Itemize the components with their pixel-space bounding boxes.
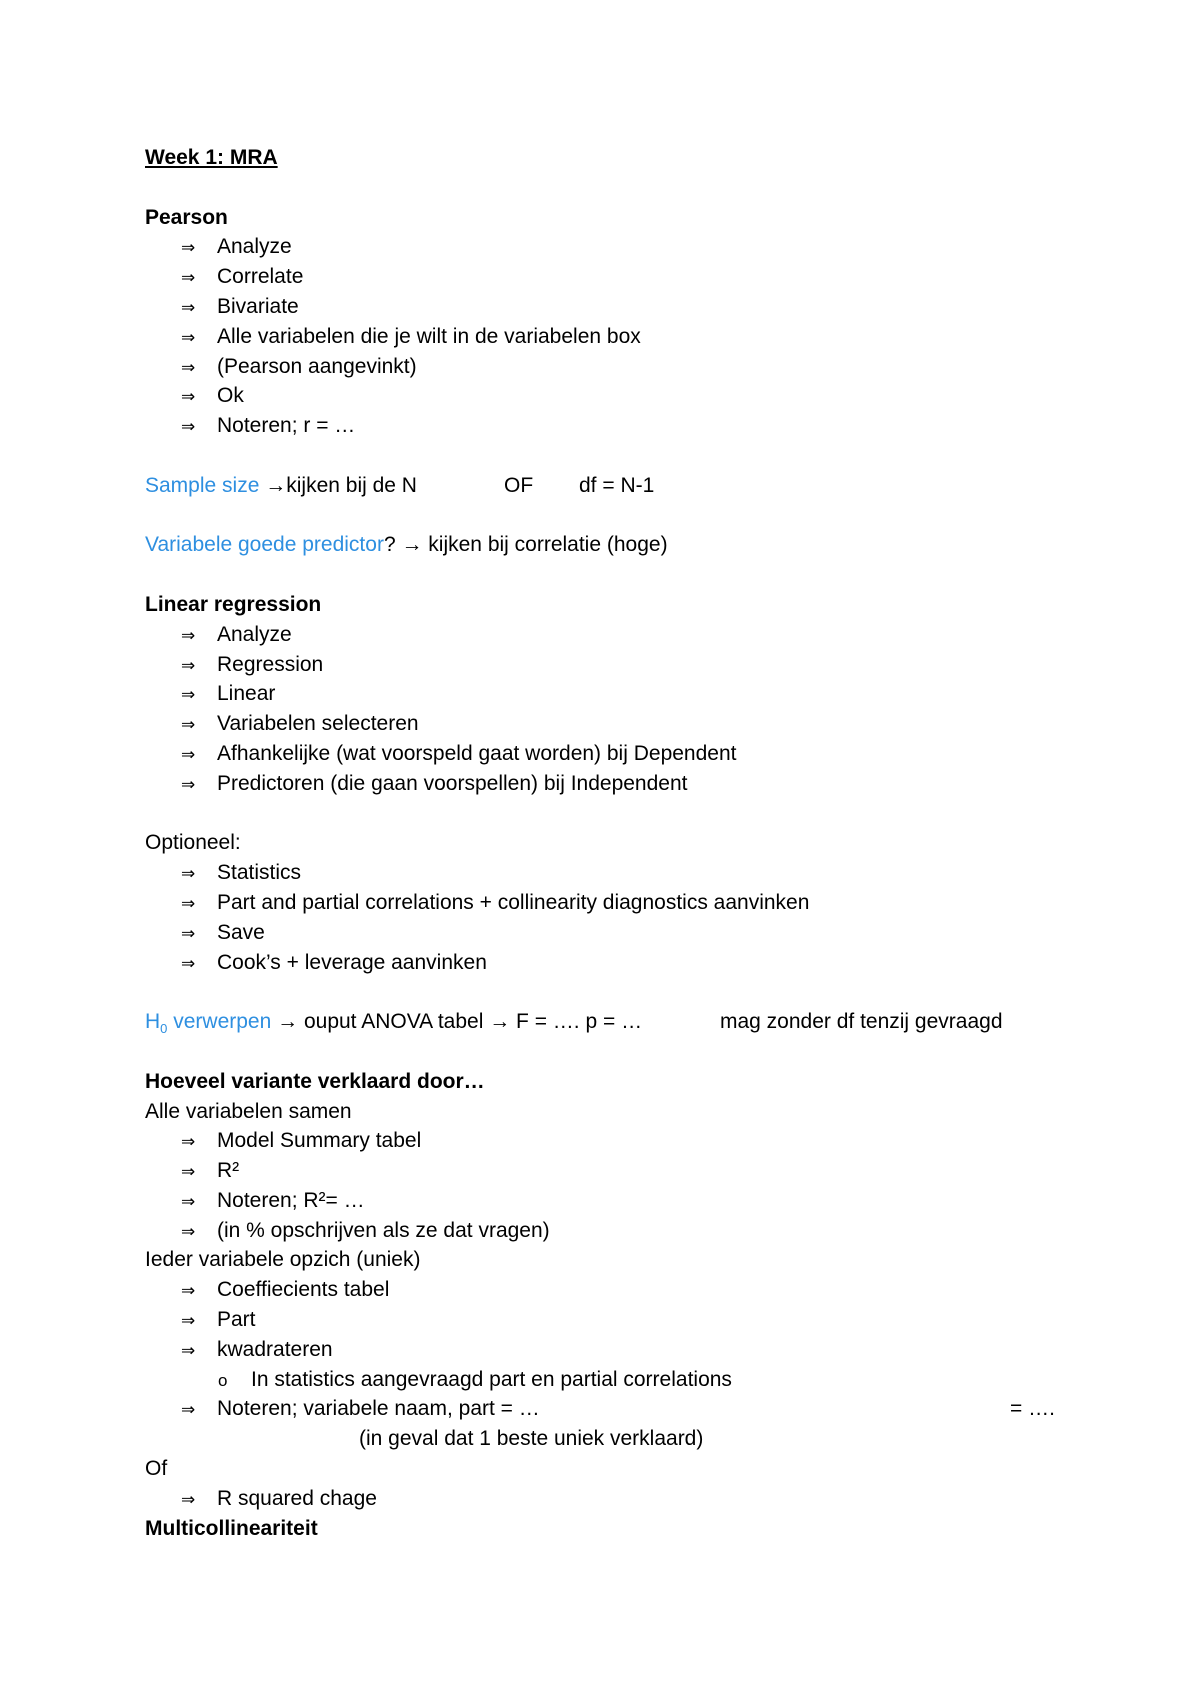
list-item bbox=[145, 411, 1145, 441]
circle-bullet-icon: o bbox=[218, 1370, 228, 1390]
double-arrow-icon: ⇒ bbox=[181, 1311, 196, 1331]
list-item-text: Analyze bbox=[217, 235, 292, 259]
spacer bbox=[145, 799, 1145, 829]
double-arrow-icon: ⇒ bbox=[181, 357, 196, 377]
note-step bbox=[145, 1394, 1145, 1424]
h0-note: mag zonder df tenzij gevraagd bbox=[720, 1010, 1003, 1034]
list-item-text: Predictoren (die gaan voorspellen) bij Independent bbox=[217, 771, 688, 795]
list-item-text: kwadrateren bbox=[217, 1337, 333, 1361]
h0-line bbox=[145, 1007, 1145, 1037]
pearson-heading: Pearson bbox=[145, 205, 228, 229]
variance-heading: Hoeveel variante verklaard door… bbox=[145, 1069, 485, 1093]
list-item-text: Cook’s + leverage aanvinken bbox=[217, 950, 487, 974]
list-item bbox=[145, 1275, 1145, 1305]
double-arrow-icon: ⇒ bbox=[181, 1281, 196, 1301]
list-item-text: Ok bbox=[217, 384, 244, 408]
list-item bbox=[145, 1156, 1145, 1186]
right-arrow-icon: → bbox=[265, 473, 287, 497]
list-item bbox=[145, 858, 1145, 888]
list-item-text: Statistics bbox=[217, 861, 302, 885]
spacer bbox=[145, 560, 1145, 590]
double-arrow-icon: ⇒ bbox=[181, 1191, 196, 1211]
h0-h: H bbox=[145, 1010, 161, 1034]
multi-heading: Multicollineariteit bbox=[145, 1516, 318, 1540]
list-item bbox=[145, 679, 1145, 709]
or-text: OF bbox=[504, 473, 534, 497]
spacer bbox=[145, 977, 1145, 1007]
double-arrow-icon: ⇒ bbox=[181, 1132, 196, 1152]
double-arrow-icon: ⇒ bbox=[181, 774, 196, 794]
of-step-text: R squared chage bbox=[217, 1486, 377, 1510]
double-arrow-icon: ⇒ bbox=[181, 953, 196, 973]
list-item bbox=[145, 352, 1145, 382]
double-arrow-icon: ⇒ bbox=[181, 1489, 196, 1509]
variance-each-steps bbox=[145, 1275, 1145, 1364]
double-arrow-icon: ⇒ bbox=[181, 655, 196, 675]
list-item-text: R² bbox=[217, 1159, 240, 1183]
list-item-text: Save bbox=[217, 920, 265, 944]
list-item-text: Coeffiecients tabel bbox=[217, 1278, 390, 1302]
list-item-text: Part and partial correlations + collinearity diagnostics aanvinken bbox=[217, 890, 810, 914]
list-item-text: Alle variabelen die je wilt in de variabelen box bbox=[217, 324, 641, 348]
variance-all-label: Alle variabelen samen bbox=[145, 1099, 352, 1123]
list-item-text: Regression bbox=[217, 652, 324, 676]
sample-size-label: Sample size bbox=[145, 473, 260, 497]
double-arrow-icon: ⇒ bbox=[181, 297, 196, 317]
double-arrow-icon: ⇒ bbox=[181, 1340, 196, 1360]
list-item bbox=[145, 769, 1145, 799]
list-item bbox=[145, 322, 1145, 352]
list-item bbox=[145, 918, 1145, 948]
double-arrow-icon: ⇒ bbox=[181, 238, 196, 258]
spacer bbox=[145, 441, 1145, 471]
sub-list-item bbox=[145, 1365, 1145, 1395]
sub-step-text: In statistics aangevraagd part en partial correlations bbox=[251, 1367, 732, 1391]
list-item bbox=[145, 262, 1145, 292]
double-arrow-icon: ⇒ bbox=[181, 715, 196, 735]
list-item bbox=[145, 232, 1145, 262]
list-item-text: Correlate bbox=[217, 265, 304, 289]
note-paren-text: (in geval dat 1 beste uniek verklaard) bbox=[359, 1427, 704, 1451]
double-arrow-icon: ⇒ bbox=[181, 268, 196, 288]
variance-all-steps bbox=[145, 1126, 1145, 1245]
h0-subscript: 0 bbox=[160, 1021, 168, 1037]
spacer bbox=[145, 173, 1145, 203]
double-arrow-icon: ⇒ bbox=[181, 327, 196, 347]
pearson-steps bbox=[145, 232, 1145, 441]
of-label: Of bbox=[145, 1457, 168, 1481]
spacer bbox=[145, 501, 1145, 531]
note-right-text: = …. bbox=[1010, 1397, 1055, 1421]
list-item-text: Analyze bbox=[217, 622, 292, 646]
double-arrow-icon: ⇒ bbox=[181, 923, 196, 943]
predictor-text: → kijken bij correlatie (hoge) bbox=[395, 533, 668, 557]
h0-label: verwerpen bbox=[167, 1010, 272, 1034]
linear-steps bbox=[145, 620, 1145, 799]
optional-heading: Optioneel: bbox=[145, 831, 241, 855]
list-item-text: Part bbox=[217, 1308, 256, 1332]
list-item-text: Noteren; R²= … bbox=[217, 1188, 365, 1212]
h0-symbol bbox=[145, 1010, 168, 1037]
double-arrow-icon: ⇒ bbox=[181, 685, 196, 705]
note-paren-line bbox=[145, 1424, 1145, 1454]
list-item-text: Afhankelijke (wat voorspeld gaat worden) bij Dependent bbox=[217, 741, 737, 765]
page-title: Week 1: MRA bbox=[145, 146, 278, 169]
list-item bbox=[145, 381, 1145, 411]
list-item bbox=[145, 1216, 1145, 1246]
predictor-qmark: ? bbox=[383, 533, 396, 557]
list-item-text: Variabelen selecteren bbox=[217, 712, 419, 736]
list-item-text: (in % opschrijven als ze dat vragen) bbox=[217, 1218, 550, 1242]
list-item bbox=[145, 292, 1145, 322]
double-arrow-icon: ⇒ bbox=[181, 625, 196, 645]
list-item bbox=[145, 888, 1145, 918]
list-item bbox=[145, 1186, 1145, 1216]
of-step bbox=[145, 1484, 1145, 1514]
list-item bbox=[145, 948, 1145, 978]
double-arrow-icon: ⇒ bbox=[181, 893, 196, 913]
sample-size-text: kijken bij de N bbox=[286, 473, 417, 497]
linear-heading: Linear regression bbox=[145, 592, 322, 616]
list-item-text: (Pearson aangevinkt) bbox=[217, 354, 417, 378]
list-item-text: Noteren; r = … bbox=[217, 414, 356, 438]
double-arrow-icon: ⇒ bbox=[181, 1221, 196, 1241]
predictor-label: Variabele goede predictor bbox=[145, 533, 384, 557]
list-item-text: Bivariate bbox=[217, 294, 299, 318]
double-arrow-icon: ⇒ bbox=[181, 864, 196, 884]
double-arrow-icon: ⇒ bbox=[181, 417, 196, 437]
spacer bbox=[145, 1037, 1145, 1067]
double-arrow-icon: ⇒ bbox=[181, 1162, 196, 1182]
list-item bbox=[145, 709, 1145, 739]
variance-each-label: Ieder variabele opzich (uniek) bbox=[145, 1248, 421, 1272]
double-arrow-icon: ⇒ bbox=[181, 387, 196, 407]
double-arrow-icon: ⇒ bbox=[181, 1400, 196, 1420]
list-item bbox=[145, 1126, 1145, 1156]
list-item bbox=[145, 1305, 1145, 1335]
list-item bbox=[145, 739, 1145, 769]
document-page bbox=[145, 143, 1145, 1543]
list-item bbox=[145, 650, 1145, 680]
double-arrow-icon: ⇒ bbox=[181, 744, 196, 764]
list-item-text: Model Summary tabel bbox=[217, 1129, 422, 1153]
list-item bbox=[145, 620, 1145, 650]
sample-size-line bbox=[145, 471, 1145, 501]
predictor-line bbox=[145, 530, 1145, 560]
df-formula: df = N-1 bbox=[579, 473, 655, 497]
list-item bbox=[145, 1335, 1145, 1365]
note-step-text: Noteren; variabele naam, part = … bbox=[217, 1397, 540, 1421]
optional-steps bbox=[145, 858, 1145, 977]
list-item-text: Linear bbox=[217, 682, 276, 706]
h0-text: → ouput ANOVA tabel → F = …. p = … bbox=[271, 1010, 643, 1034]
